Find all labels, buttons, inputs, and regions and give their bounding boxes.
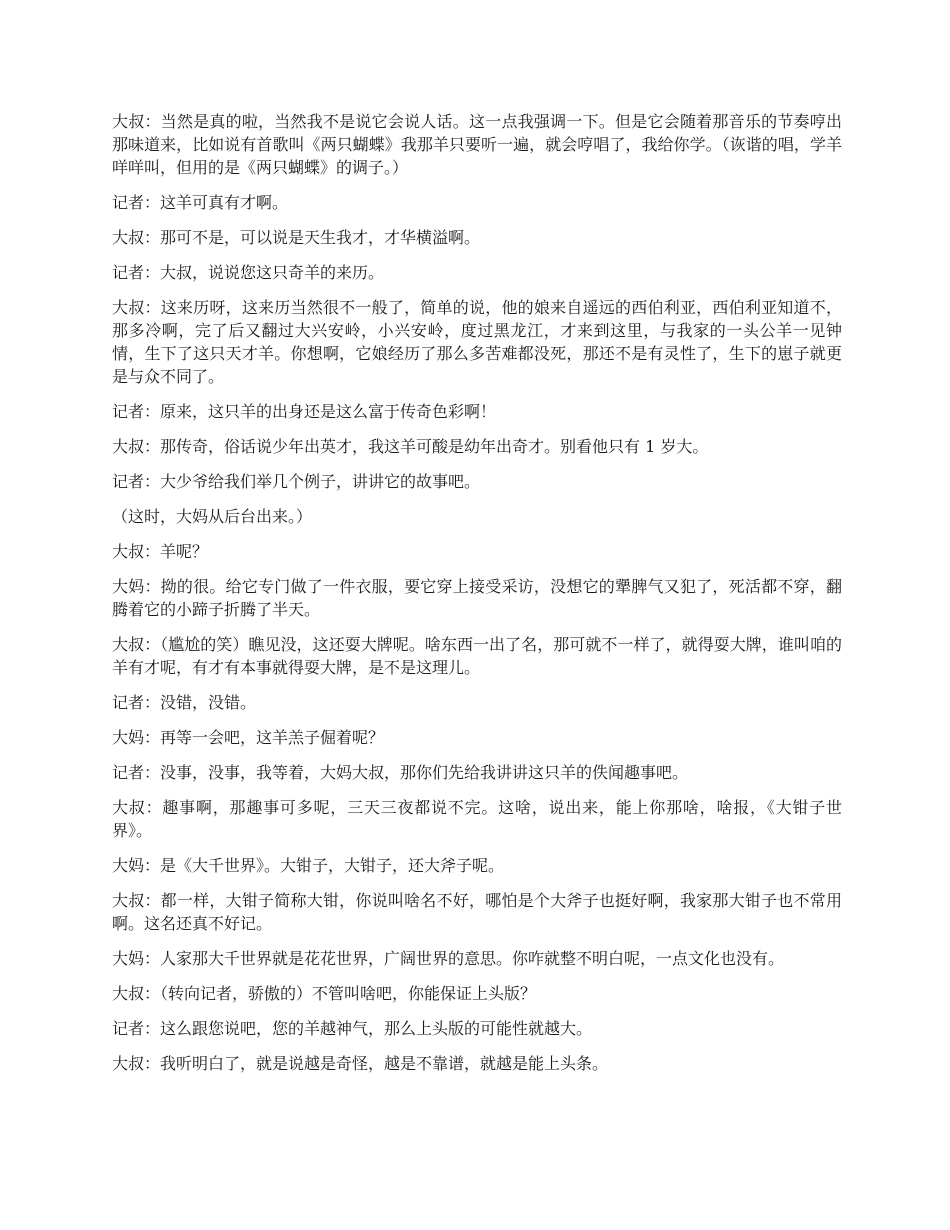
dialogue-paragraph: 大妈：人家那大千世界就是花花世界，广阔世界的意思。你咋就整不明白呢，一点文化也没有。 xyxy=(112,949,785,968)
dialogue-paragraph: 记者：没事，没事，我等着，大妈大叔，那你们先给我讲讲这只羊的佚闻趣事吧。 xyxy=(112,763,689,782)
document-body xyxy=(112,110,842,1087)
dialogue-paragraph: 大妈：再等一会吧，这羊羔子倔着呢？ xyxy=(112,728,385,747)
dialogue-paragraph: 大叔：那可不是，可以说是天生我才，才华横溢啊。 xyxy=(112,228,481,247)
dialogue-paragraph: 记者：原来，这只羊的出身还是这么富于传奇色彩啊！ xyxy=(112,402,497,421)
dialogue-paragraph: 大叔：（尴尬的笑）瞧见没，这还耍大牌呢。啥东西一出了名，那可就不一样了，就得耍大牌，谁叫咱的羊有才呢，有才有本事就得耍大牌，是不是这理儿。 xyxy=(112,635,842,677)
dialogue-paragraph: 记者：没错，没错。 xyxy=(112,693,257,712)
dialogue-paragraph: 大叔：趣事啊，那趣事可多呢，三天三夜都说不完。这啥，说出来，能上你那啥，啥报，《大钳子世界》。 xyxy=(112,798,842,840)
dialogue-paragraph: 大叔：我听明白了，就是说越是奇怪，越是不靠谱，就越是能上头条。 xyxy=(112,1054,609,1073)
dialogue-paragraph: 大叔：（转向记者，骄傲的）不管叫啥吧，你能保证上头版？ xyxy=(112,984,537,1003)
dialogue-paragraph: 大叔：这来历呀，这来历当然很不一般了，简单的说，他的娘来自遥远的西伯利亚，西伯利亚知道不，那多冷啊，完了后又翻过大兴安岭，小兴安岭，度过黑龙江，才来到这里，与我家的一头公羊一见钟情，生下了这只天才羊。你想啊，它娘经历了那么多苦难都没死，那还不是有灵性了，生下的崽子就更是与众不同了。 xyxy=(112,298,842,386)
dialogue-paragraph: 大叔：羊呢？ xyxy=(112,542,209,561)
dialogue-paragraph: 大叔：那传奇，俗话说少年出英才，我这羊可酸是幼年出奇才。别看他只有 1 岁大。 xyxy=(112,437,709,456)
dialogue-paragraph: 记者：大叔，说说您这只奇羊的来历。 xyxy=(112,263,385,282)
stage-direction: （这时，大妈从后台出来。） xyxy=(112,507,313,526)
dialogue-paragraph: 大叔：当然是真的啦，当然我不是说它会说人话。这一点我强调一下。但是它会随着那音乐的节奏哼出那味道来，比如说有首歌叫《两只蝴蝶》我那羊只要听一遍，就会哼唱了，我给你学。（诙谐的唱，学羊咩咩叫，但用的是《两只蝴蝶》的调子。） xyxy=(112,112,842,177)
dialogue-paragraph: 大叔：都一样，大钳子简称大钳，你说叫啥名不好，哪怕是个大斧子也挺好啊，我家那大钳子也不常用啊。这名还真不好记。 xyxy=(112,891,842,933)
dialogue-paragraph: 大妈：是《大千世界》。大钳子，大钳子，还大斧子呢。 xyxy=(112,856,505,875)
dialogue-paragraph: 大妈：拗的很。给它专门做了一件衣服，要它穿上接受采访，没想它的犟脾气又犯了，死活都不穿，翻腾着它的小蹄子折腾了半天。 xyxy=(112,577,842,619)
dialogue-paragraph: 记者：大少爷给我们举几个例子，讲讲它的故事吧。 xyxy=(112,472,481,491)
dialogue-paragraph: 记者：这么跟您说吧，您的羊越神气，那么上头版的可能性就越大。 xyxy=(112,1019,593,1038)
dialogue-paragraph: 记者：这羊可真有才啊。 xyxy=(112,193,289,212)
